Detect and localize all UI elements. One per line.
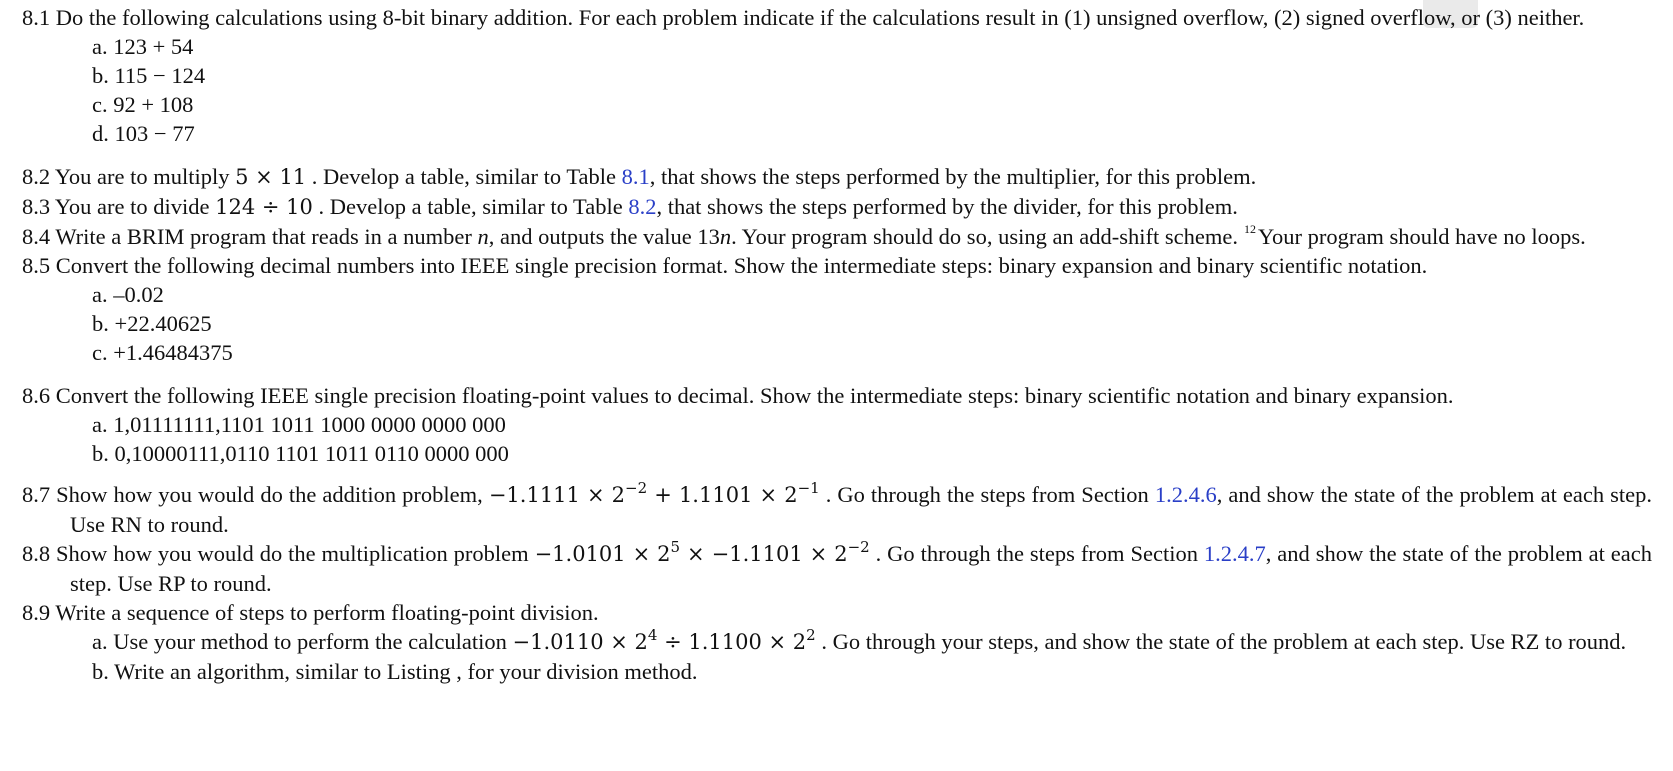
math-term: ÷ 1.1100 × 2 bbox=[657, 630, 807, 654]
text: 8.8 Show how you would do the multiplication problem bbox=[22, 541, 535, 566]
math-expression bbox=[488, 479, 820, 507]
text: , and show the state of the problem at each step. Use RP to round. bbox=[70, 541, 1652, 596]
exercise-8-9: 8.9 Write a sequence of steps to perform floating-point division. bbox=[22, 600, 599, 625]
exponent: 4 bbox=[647, 626, 658, 644]
text: , that shows the steps performed by the multiplier, for this problem. bbox=[649, 164, 1257, 189]
math-term: + 1.1101 × 2 bbox=[647, 483, 798, 507]
section-link[interactable]: 1.2.4.6 bbox=[1154, 482, 1217, 507]
text: , and outputs the value 13 bbox=[488, 224, 720, 249]
exercise-8-4 bbox=[22, 222, 1652, 251]
exercise-8-5-c: c. +1.46484375 bbox=[92, 340, 233, 365]
exercise-8-1-b: b. 115 − 124 bbox=[92, 63, 206, 88]
exercise-8-2 bbox=[22, 162, 1652, 192]
exercise-8-1-a: a. 123 + 54 bbox=[92, 34, 194, 59]
table-link[interactable]: 8.1 bbox=[621, 164, 650, 189]
exercise-8-8 bbox=[22, 539, 1652, 598]
footnote-marker[interactable]: 12 bbox=[1244, 222, 1257, 236]
exercise-8-6-b: b. 0,10000111,0110 1101 1011 0110 0000 000 bbox=[92, 441, 509, 466]
exercise-8-6-a: a. 1,01111111,1101 1011 1000 0000 0000 000 bbox=[92, 412, 506, 437]
math-term: × −1.1101 × 2 bbox=[680, 542, 848, 566]
text: a. Use your method to perform the calculation bbox=[92, 629, 513, 654]
text: . Go through your steps, and show the state of the problem at each step. Use RZ to round. bbox=[815, 629, 1627, 654]
exercise-8-1-d: d. 103 − 77 bbox=[92, 121, 195, 146]
text: , that shows the steps performed by the divider, for this problem. bbox=[656, 194, 1238, 219]
exponent: 5 bbox=[670, 538, 681, 556]
math-expression: 124 ÷ 10 bbox=[215, 195, 313, 219]
exercise-8-9-a bbox=[22, 627, 1652, 657]
math-expression bbox=[534, 538, 870, 566]
math-term: −1.0101 × 2 bbox=[534, 542, 671, 566]
variable-n: n bbox=[719, 224, 732, 249]
exercise-8-3 bbox=[22, 192, 1652, 222]
text: . Develop a table, similar to Table bbox=[312, 194, 629, 219]
exponent: −2 bbox=[847, 538, 870, 556]
exercise-list bbox=[22, 3, 1652, 686]
text: . Develop a table, similar to Table bbox=[306, 164, 622, 189]
section-link[interactable]: 1.2.4.7 bbox=[1203, 541, 1266, 566]
text: 8.3 You are to divide bbox=[22, 194, 216, 219]
exponent: −2 bbox=[625, 479, 648, 497]
exercise-8-5-b: b. +22.40625 bbox=[92, 311, 212, 336]
variable-n: n bbox=[477, 224, 489, 249]
text: 8.4 Write a BRIM program that reads in a number bbox=[22, 224, 478, 249]
exercise-8-5-a: a. –0.02 bbox=[92, 282, 164, 307]
text: 8.7 Show how you would do the addition problem, bbox=[22, 482, 489, 507]
text: Your program should have no loops. bbox=[1258, 224, 1586, 249]
exercise-8-6: 8.6 Convert the following IEEE single precision floating-point values to decimal. Show the intermediate steps: binary scientific notation and binary expansion. bbox=[22, 383, 1454, 408]
text: 8.2 You are to multiply bbox=[22, 164, 236, 189]
table-link[interactable]: 8.2 bbox=[628, 194, 657, 219]
exponent: 2 bbox=[806, 626, 816, 644]
text: . Go through the steps from Section bbox=[869, 541, 1204, 566]
math-term: −1.0110 × 2 bbox=[512, 630, 648, 654]
exercise-8-9-b: b. Write an algorithm, similar to Listing , for your division method. bbox=[92, 659, 698, 684]
exercise-8-7 bbox=[22, 480, 1652, 539]
exercise-8-5: 8.5 Convert the following decimal numbers into IEEE single precision format. Show the intermediate steps: binary expansion and binary scientific notation. bbox=[22, 253, 1428, 278]
exercise-8-1: 8.1 Do the following calculations using 8-bit binary addition. For each problem indicate if the calculations result in (1) unsigned overflow, (2) signed overflow, or (3) neither. bbox=[22, 5, 1585, 30]
exponent: −1 bbox=[797, 479, 820, 497]
text: . Your program should do so, using an add-shift scheme. bbox=[731, 224, 1239, 249]
text: , and show the state of the problem at each step. Use RN to round. bbox=[70, 482, 1652, 537]
math-term: −1.1111 × 2 bbox=[488, 483, 626, 507]
exercise-8-1-c: c. 92 + 108 bbox=[92, 92, 194, 117]
math-expression bbox=[512, 626, 816, 654]
math-expression: 5 × 11 bbox=[235, 165, 307, 189]
text: . Go through the steps from Section bbox=[819, 482, 1155, 507]
